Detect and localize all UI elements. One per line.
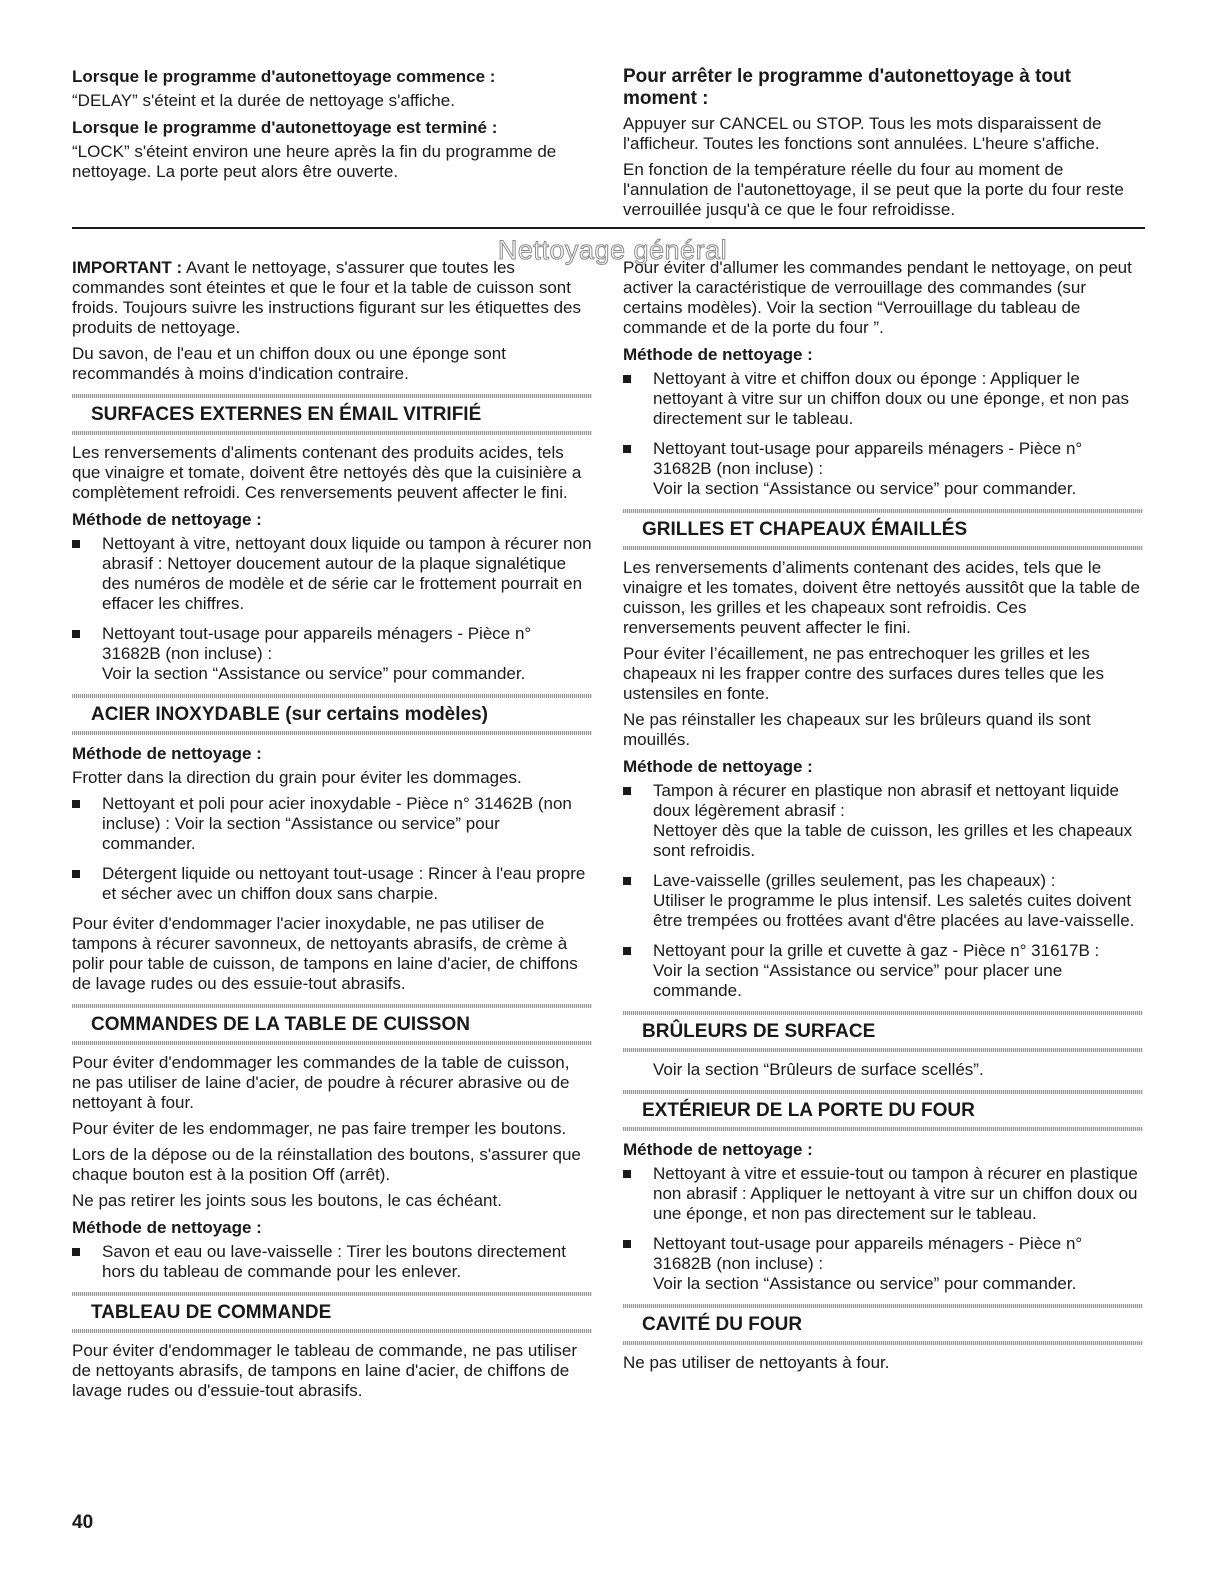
important-text: Avant le nettoyage, s'assurer que toutes les commandes sont éteintes et que le four et la table de cuisson sont froids. Toujours suivre les instructions figurant sur les étiquettes des produits de nettoyage.	[72, 258, 581, 337]
divider	[72, 1329, 592, 1333]
bullet-icon	[623, 1170, 631, 1178]
paragraph: Ne pas retirer les joints sous les boutons, le cas échéant.	[72, 1191, 502, 1210]
divider	[623, 1127, 1143, 1131]
bullet-icon	[623, 787, 631, 795]
page-number: 40	[72, 1512, 94, 1533]
bullet-icon	[72, 800, 80, 808]
paragraph: Appuyer sur CANCEL ou STOP. Tous les mots disparaissent de l'afficheur. Toutes les fonctions sont annulées. L'heure s'affiche.	[623, 114, 1102, 153]
bullet-icon	[72, 540, 80, 548]
list-item	[623, 1234, 1143, 1294]
divider	[72, 431, 592, 435]
method-heading: Méthode de nettoyage :	[623, 345, 813, 364]
list-item-text: Utiliser le programme le plus intensif. Les saletés cuites doivent être trempées ou frottées avant d'être placées au lave-vaisselle.	[653, 891, 1135, 930]
paragraph: Ne pas réinstaller les chapeaux sur les brûleurs quand ils sont mouillés.	[623, 710, 1091, 749]
list-item-text: Savon et eau ou lave-vaisselle : Tirer les boutons directement hors du tableau de commande pour les enlever.	[102, 1242, 566, 1281]
list-item	[623, 871, 1143, 931]
method-heading: Méthode de nettoyage :	[72, 1218, 262, 1237]
section-header	[72, 1292, 592, 1333]
left-column	[72, 258, 592, 1407]
paragraph: En fonction de la température réelle du four au moment de l'annulation de l'autonettoyage, il se peut que la porte du four reste verrouillée jusqu'à ce que le four refroidisse.	[623, 160, 1124, 219]
section-header	[623, 509, 1143, 550]
bullet-list	[72, 794, 592, 904]
list-item	[623, 369, 1143, 429]
bullet-icon	[72, 1248, 80, 1256]
section-heading: TABLEAU DE COMMANDE	[91, 1302, 332, 1323]
list-item-text: Nettoyant tout-usage pour appareils ménagers - Pièce n° 31682B (non incluse) :	[653, 1234, 1083, 1273]
method-heading: Méthode de nettoyage :	[72, 510, 262, 529]
section-heading: COMMANDES DE LA TABLE DE CUISSON	[91, 1014, 470, 1035]
paragraph: Pour éviter de les endommager, ne pas faire tremper les boutons.	[72, 1119, 567, 1138]
section-header	[72, 694, 592, 735]
bullet-icon	[623, 947, 631, 955]
bullet-list	[623, 781, 1143, 1001]
bullet-icon	[623, 1240, 631, 1248]
list-item	[623, 1164, 1143, 1224]
list-item	[72, 794, 592, 854]
paragraph: Frotter dans la direction du grain pour éviter les dommages.	[72, 768, 522, 787]
bullet-list	[623, 369, 1143, 499]
list-item	[72, 534, 592, 614]
bullet-list	[623, 1164, 1143, 1294]
list-item-text: Nettoyer dès que la table de cuisson, les grilles et les chapeaux sont refroidis.	[653, 821, 1133, 860]
section-heading: ACIER INOXYDABLE (sur certains modèles)	[91, 704, 488, 725]
section-title: Nettoyage général	[497, 235, 728, 265]
paragraph: Pour éviter d'endommager le tableau de commande, ne pas utiliser de nettoyants abrasifs, de tampons en laine d'acier, de chiffons de lavage rudes ou d'essuie-tout abrasifs.	[72, 1341, 578, 1400]
list-item	[623, 941, 1143, 1001]
important-label: IMPORTANT :	[72, 258, 183, 277]
important-note	[72, 258, 592, 338]
list-item	[72, 624, 592, 684]
right-column	[623, 258, 1143, 1379]
list-item-text: Voir la section “Assistance ou service” pour commander.	[102, 664, 526, 683]
self-clean-cancel-block	[623, 66, 1143, 226]
paragraph: “DELAY” s'éteint et la durée de nettoyage s'affiche.	[72, 91, 455, 110]
divider	[72, 731, 592, 735]
method-heading: Méthode de nettoyage :	[623, 757, 813, 776]
section-header	[623, 1304, 1143, 1345]
section-header	[72, 1004, 592, 1045]
subheading: Lorsque le programme d'autonettoyage est terminé :	[72, 118, 498, 137]
method-heading: Méthode de nettoyage :	[623, 1140, 813, 1159]
bullet-list	[72, 534, 592, 684]
section-header	[623, 1090, 1143, 1131]
divider	[72, 1041, 592, 1045]
list-item-text: Voir la section “Assistance ou service” pour placer une commande.	[653, 961, 1063, 1000]
bullet-icon	[72, 630, 80, 638]
list-item-text: Nettoyant tout-usage pour appareils ménagers - Pièce n° 31682B (non incluse) :	[653, 439, 1083, 478]
bullet-icon	[623, 877, 631, 885]
subheading: Pour arrêter le programme d'autonettoyage à tout moment :	[623, 66, 1071, 109]
paragraph: Ne pas utiliser de nettoyants à four.	[623, 1353, 890, 1372]
list-item-text: Nettoyant à vitre et essuie-tout ou tampon à récurer en plastique non abrasif : Appliquer le nettoyant à vitre sur un chiffon doux ou une éponge, et non pas directement sur le tableau.	[653, 1164, 1138, 1223]
list-item-text: Tampon à récurer en plastique non abrasif et nettoyant liquide doux légèrement abrasif :	[653, 781, 1119, 820]
divider	[623, 546, 1143, 550]
section-heading: CAVITÉ DU FOUR	[642, 1314, 803, 1335]
paragraph: Les renversements d’aliments contenant des acides, tels que le vinaigre et les tomates, doivent être nettoyés aussitôt que la table de cuisson, les grilles et les chapeaux sont refroidis. Ces renversements peuvent affecter le fini.	[623, 558, 1140, 637]
section-heading: GRILLES ET CHAPEAUX ÉMAILLÉS	[642, 519, 968, 540]
list-item-text: Nettoyant tout-usage pour appareils ménagers - Pièce n° 31682B (non incluse) :	[102, 624, 532, 663]
paragraph: “LOCK” s'éteint environ une heure après la fin du programme de nettoyage. La porte peut alors être ouverte.	[72, 142, 557, 181]
list-item-text: Voir la section “Assistance ou service” pour commander.	[653, 479, 1077, 498]
section-heading: EXTÉRIEUR DE LA PORTE DU FOUR	[642, 1100, 975, 1121]
section-heading: BRÛLEURS DE SURFACE	[642, 1021, 876, 1042]
list-item-text: Nettoyant à vitre et chiffon doux ou éponge : Appliquer le nettoyant à vitre sur un chiffon doux ou une éponge, et non pas directement sur le tableau.	[653, 369, 1130, 428]
list-item	[623, 439, 1143, 499]
paragraph: Du savon, de l'eau et un chiffon doux ou une éponge sont recommandés à moins d'indication contraire.	[72, 344, 506, 383]
paragraph: Pour éviter d'endommager les commandes de la table de cuisson, ne pas utiliser de laine d'acier, de poudre à récurer abrasive ou de nettoyant à four.	[72, 1053, 570, 1112]
bullet-icon	[72, 870, 80, 878]
paragraph: Lors de la dépose ou de la réinstallation des boutons, s'assurer que chaque bouton est à la position Off (arrêt).	[72, 1145, 581, 1184]
paragraph: Pour éviter l’écaillement, ne pas entrechoquer les grilles et les chapeaux ni les frapper contre des surfaces dures telles que les ustensiles en fonte.	[623, 644, 1104, 703]
section-heading: SURFACES EXTERNES EN ÉMAIL VITRIFIÉ	[91, 404, 482, 425]
paragraph: Pour éviter d'endommager l'acier inoxydable, ne pas utiliser de tampons à récurer savonneux, de nettoyants abrasifs, de crème à polir pour table de cuisson, de tampons en laine d'acier, de chiffons de lavage rudes ou des essuie-tout abrasifs.	[72, 914, 578, 993]
list-item-text: Lave-vaisselle (grilles seulement, pas les chapeaux) :	[653, 871, 1056, 890]
bullet-icon	[623, 445, 631, 453]
list-item	[623, 781, 1143, 861]
list-item	[72, 864, 592, 904]
list-item-text: Nettoyant et poli pour acier inoxydable - Pièce n° 31462B (non incluse) : Voir la section “Assistance ou service” pour commander.	[102, 794, 572, 853]
self-clean-status-block	[72, 66, 592, 188]
subheading: Lorsque le programme d'autonettoyage commence :	[72, 67, 496, 86]
list-item-text: Nettoyant pour la grille et cuvette à gaz - Pièce n° 31617B :	[653, 941, 1100, 960]
method-heading: Méthode de nettoyage :	[72, 744, 262, 763]
horizontal-rule	[72, 227, 1145, 229]
paragraph: Voir la section “Brûleurs de surface scellés”.	[653, 1060, 984, 1079]
list-item	[72, 1242, 592, 1282]
section-header	[72, 394, 592, 435]
paragraph: Pour éviter d'allumer les commandes pendant le nettoyage, on peut activer la caractéristique de verrouillage des commandes (sur certains modèles). Voir la section “Verrouillage du tableau de commande et de la porte du four ”.	[623, 258, 1132, 337]
paragraph: Les renversements d'aliments contenant des produits acides, tels que vinaigre et tomate, doivent être nettoyés dès que la cuisinière a complètement refroidi. Ces renversements peuvent affecter le fini.	[72, 443, 582, 502]
list-item-text: Détergent liquide ou nettoyant tout-usage : Rincer à l'eau propre et sécher avec un chiffon doux sans charpie.	[102, 864, 586, 903]
section-header	[623, 1011, 1143, 1052]
divider	[623, 1341, 1143, 1345]
bullet-icon	[623, 375, 631, 383]
list-item-text: Voir la section “Assistance ou service” pour commander.	[653, 1274, 1077, 1293]
bullet-list	[72, 1242, 592, 1282]
list-item-text: Nettoyant à vitre, nettoyant doux liquide ou tampon à récurer non abrasif : Nettoyer doucement autour de la plaque signalétique des numéros de modèle et de série car le frottement pourrait en effacer les chiffres.	[102, 534, 592, 613]
divider	[623, 1048, 1143, 1052]
